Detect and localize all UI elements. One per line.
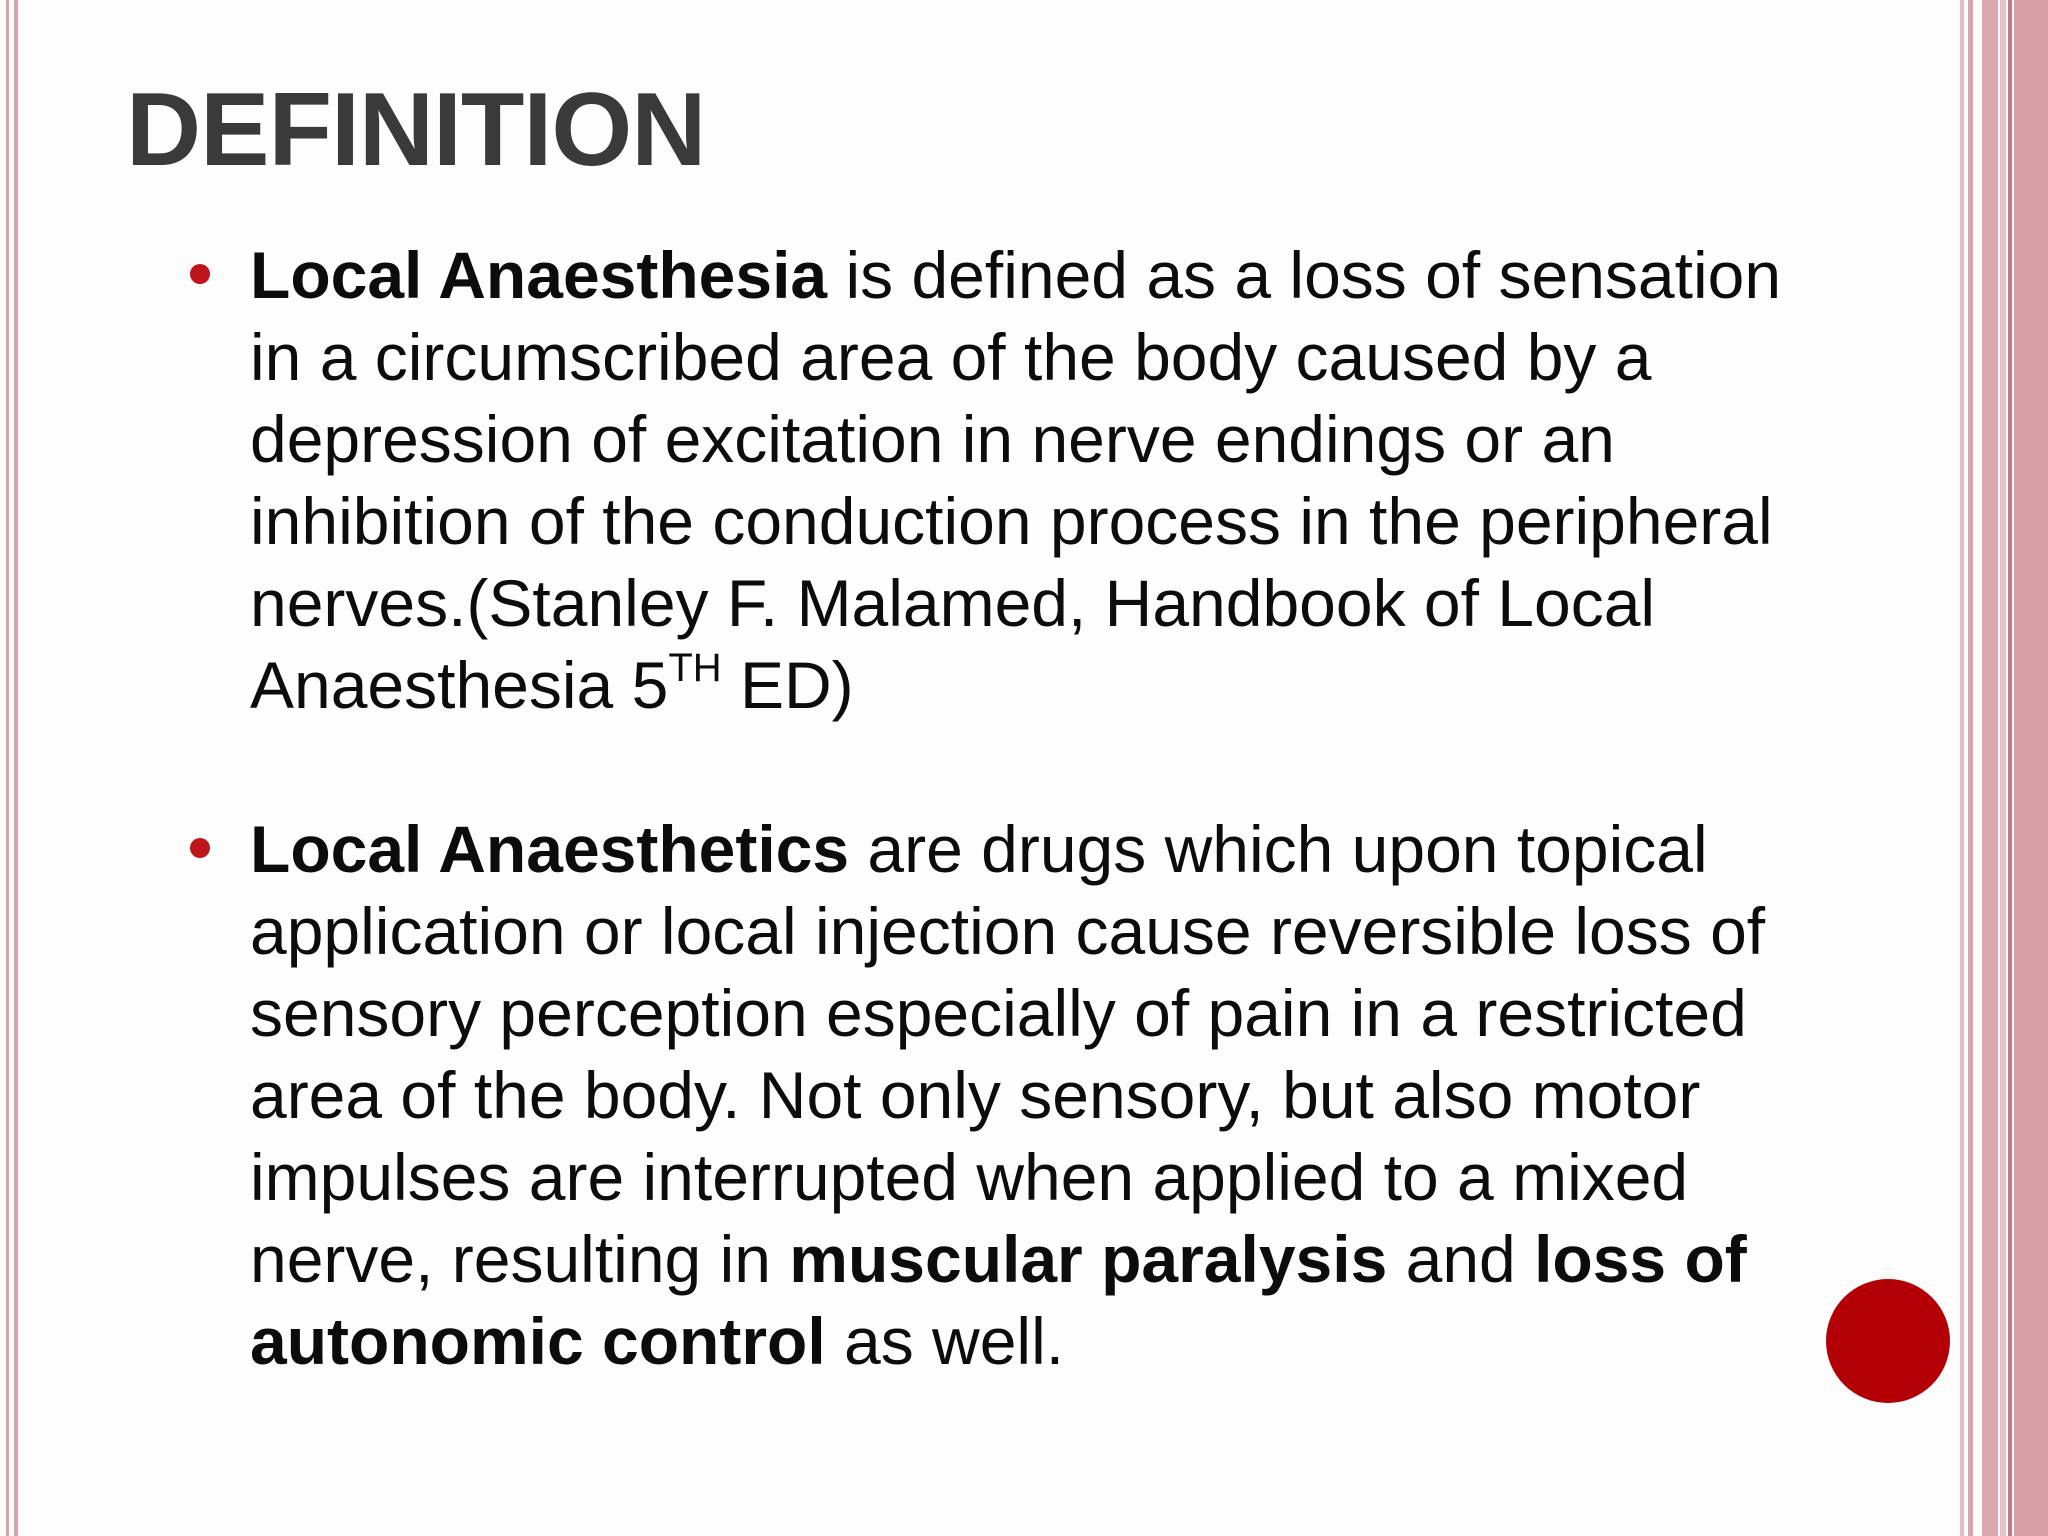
bullet-local-anaesthetics bbox=[250, 808, 1850, 1382]
left-border-line-outer bbox=[6, 0, 9, 1536]
right-stripe-6 bbox=[2014, 0, 2048, 1536]
term-local-anaesthetics: Local Anaesthetics bbox=[250, 812, 850, 886]
emphasis-muscular-paralysis: muscular paralysis bbox=[789, 1222, 1388, 1296]
bullet-dot-icon bbox=[190, 838, 210, 858]
right-stripe-5 bbox=[2008, 0, 2012, 1536]
term-local-anaesthesia: Local Anaesthesia bbox=[250, 238, 828, 312]
bullet-local-anaesthesia bbox=[250, 234, 1850, 726]
emphasis-loss-of-autonomic-control: loss of autonomic control bbox=[250, 1222, 1747, 1378]
bullet-list bbox=[250, 234, 1850, 1464]
anaesthetics-text: are drugs which upon topical application or local injection cause reversible loss of sensory perception especially of pain in a restricted area of the body. Not only sensory, but also motor impulses are interrupted when applied to a mixed nerve, resulting in bbox=[250, 812, 1766, 1296]
right-stripe-3 bbox=[1982, 0, 1998, 1536]
edition-superscript: TH bbox=[668, 646, 722, 690]
edition-suffix: ED) bbox=[721, 648, 854, 722]
definition-text: is defined as a loss of sensation in a circumscribed area of the body caused by a depression of excitation in nerve endings or an inhibition of the conduction process in the peripheral nerves.(Stanley F. Malamed, Handbook of Local Anaesthesia 5 bbox=[250, 238, 1782, 722]
left-border-line-inner bbox=[14, 0, 18, 1536]
right-stripe-2 bbox=[1968, 0, 1973, 1536]
connector-text: and bbox=[1387, 1222, 1535, 1296]
decorative-red-circle bbox=[1826, 1279, 1950, 1403]
bullet-dot-icon bbox=[190, 264, 210, 284]
right-stripe-1 bbox=[1960, 0, 1964, 1536]
right-stripe-4 bbox=[2000, 0, 2006, 1536]
slide-title: DEFINITION bbox=[126, 72, 706, 188]
closing-text: as well. bbox=[825, 1304, 1065, 1378]
